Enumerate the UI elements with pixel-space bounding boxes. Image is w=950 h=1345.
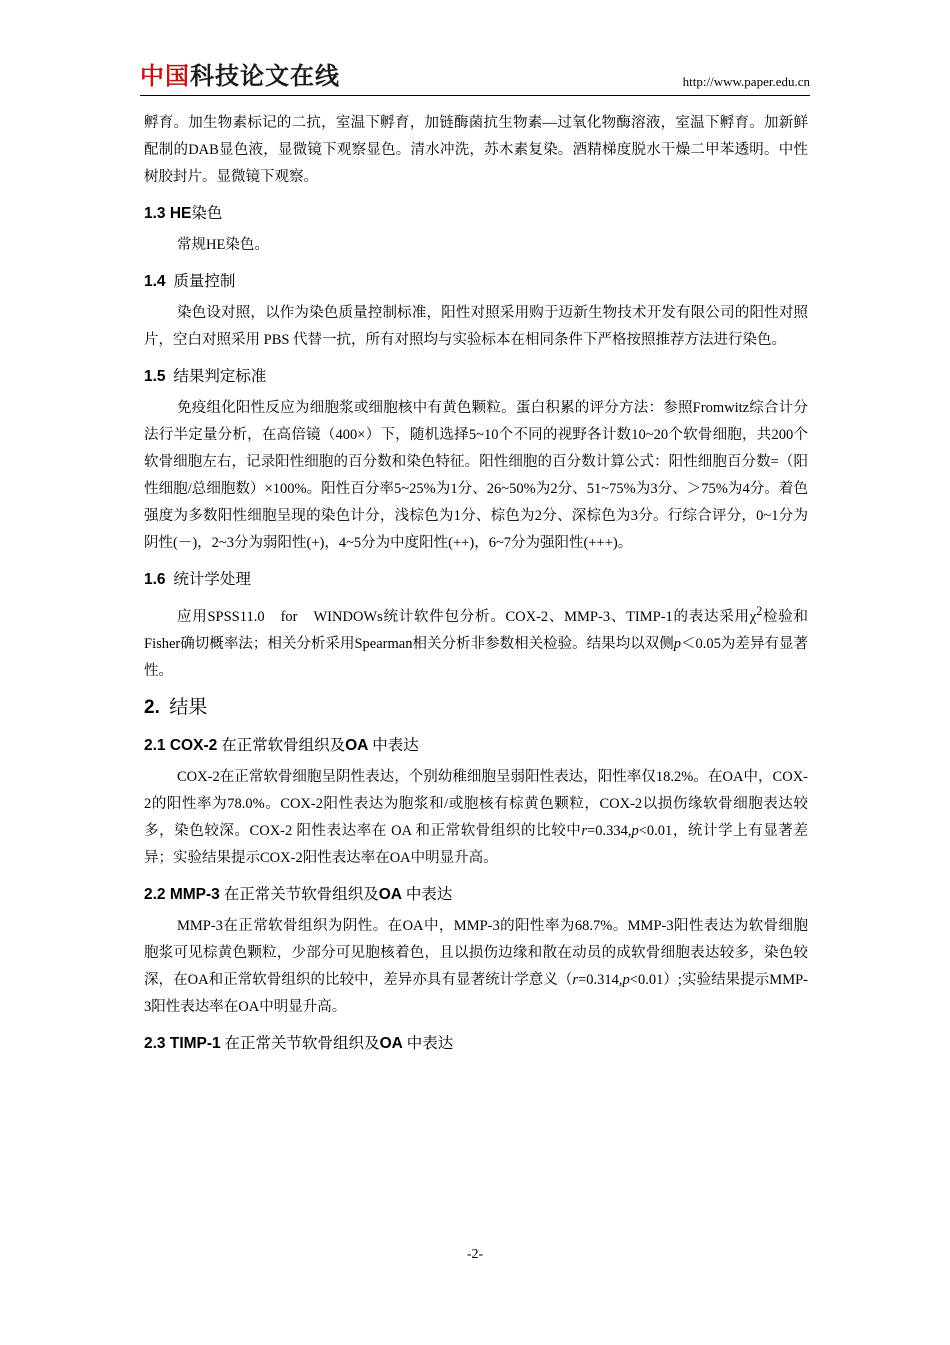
section-heading-1-5: 1.5 结果判定标准 xyxy=(144,368,267,385)
logo-black-text: 科技论文在线 xyxy=(190,62,340,90)
paragraph-2-2: MMP-3在正常软骨组织为阴性。在OA中，MMP-3的阳性率为68.7%。MMP-3阳性表达为软骨细胞胞浆可见棕黄色颗粒，少部分可见胞核着色，且以损伤边缘和散在动员的成软骨细胞表达较多，染色较深，在OA和正常软骨组织的比较中，差异亦具有显著统计学意义（r=0.314,p<0.01）;实验结果提示MMP-3阳性表达率在OA中明显升高。 xyxy=(144,917,808,1015)
section-heading-1-3: 1.3 HE染色 xyxy=(144,205,223,222)
section-heading-2-1: 2.1 COX-2 在正常软骨组织及OA 中表达 xyxy=(144,736,419,754)
paragraph-continued: 孵育。加生物素标记的二抗，室温下孵育，加链酶菌抗生物素—过氧化物酶溶液，室温下孵育。加新鲜配制的DAB显色液，显微镜下观察显色。清水冲洗，苏木素复染。酒精梯度脱水干燥二甲苯透明。中性树胶封片。显微镜下观察。 xyxy=(144,115,808,185)
section-heading-1-6: 1.6 统计学处理 xyxy=(144,571,251,588)
logo-red-text: 中国 xyxy=(140,62,190,90)
section-heading-2-2: 2.2 MMP-3 在正常关节软骨组织及OA 中表达 xyxy=(144,885,453,903)
section-heading-2-3: 2.3 TIMP-1 在正常关节软骨组织及OA 中表达 xyxy=(144,1034,454,1052)
paragraph-2-1: COX-2在正常软骨细胞呈阴性表达，个别幼稚细胞呈弱阳性表达，阳性率仅18.2%。在OA中，COX-2的阳性率为78.0%。COX-2阳性表达为胞浆和/或胞核有棕黄色颗粒，COX-2以损伤缘软骨细胞表达较多，染色较深。COX-2 阳性表达率在 OA 和正常软骨组织的比较中r=0.334,p<0.01，统计学上有显著差异；实验结果提示COX-2阳性表达率在OA中明显升高。 xyxy=(144,768,808,866)
header-divider xyxy=(140,95,810,96)
section-heading-2: 2. 结果 xyxy=(144,696,208,718)
paper-body xyxy=(144,110,808,1062)
page-header xyxy=(140,62,810,92)
paragraph-1-3: 常规HE染色。 xyxy=(177,237,269,253)
site-url[interactable]: http://www.paper.edu.cn xyxy=(682,74,810,89)
journal-logo xyxy=(140,62,340,90)
section-heading-1-4: 1.4 质量控制 xyxy=(144,273,236,290)
paragraph-1-5: 免疫组化阳性反应为细胞浆或细胞核中有黄色颗粒。蛋白积累的评分方法：参照Fromwitz综合计分法行半定量分析，在高倍镜（400×）下，随机选择5~10个不同的视野各计数10~20个软骨细胞，共200个软骨细胞左右，记录阳性细胞的百分数和染色特征。阳性细胞的百分数计算公式：阳性细胞百分数=（阳性细胞/总细胞数）×100%。阳性百分率5~25%为1分、26~50%为2分、51~75%为3分、＞75%为4分。着色强度为多数阳性细胞呈现的染色计分，浅棕色为1分、棕色为2分、深棕色为3分。行综合评分，0~1分为阴性(－)，2~3分为弱阳性(+)，4~5分为中度阳性(++)，6~7分为强阳性(+++)。 xyxy=(144,400,808,551)
paragraph-1-6: 应用SPSS11.0 for WINDOWs统计软件包分析。COX-2、MMP-3、TIMP-1的表达采用$\chi^2$检验和Fisher确切概率法；相关分析采用Spearman相关分析非参数相关检验。结果均以双侧p＜0.05为差异有显著性。 xyxy=(144,604,808,679)
paragraph-1-4: 染色设对照，以作为染色质量控制标准，阳性对照采用购于迈新生物技术开发有限公司的阳性对照片，空白对照采用 PBS 代替一抗，所有对照均与实验标本在相同条件下严格按照推荐方法进行染色。 xyxy=(144,305,808,348)
page-number: -2- xyxy=(466,1247,484,1262)
